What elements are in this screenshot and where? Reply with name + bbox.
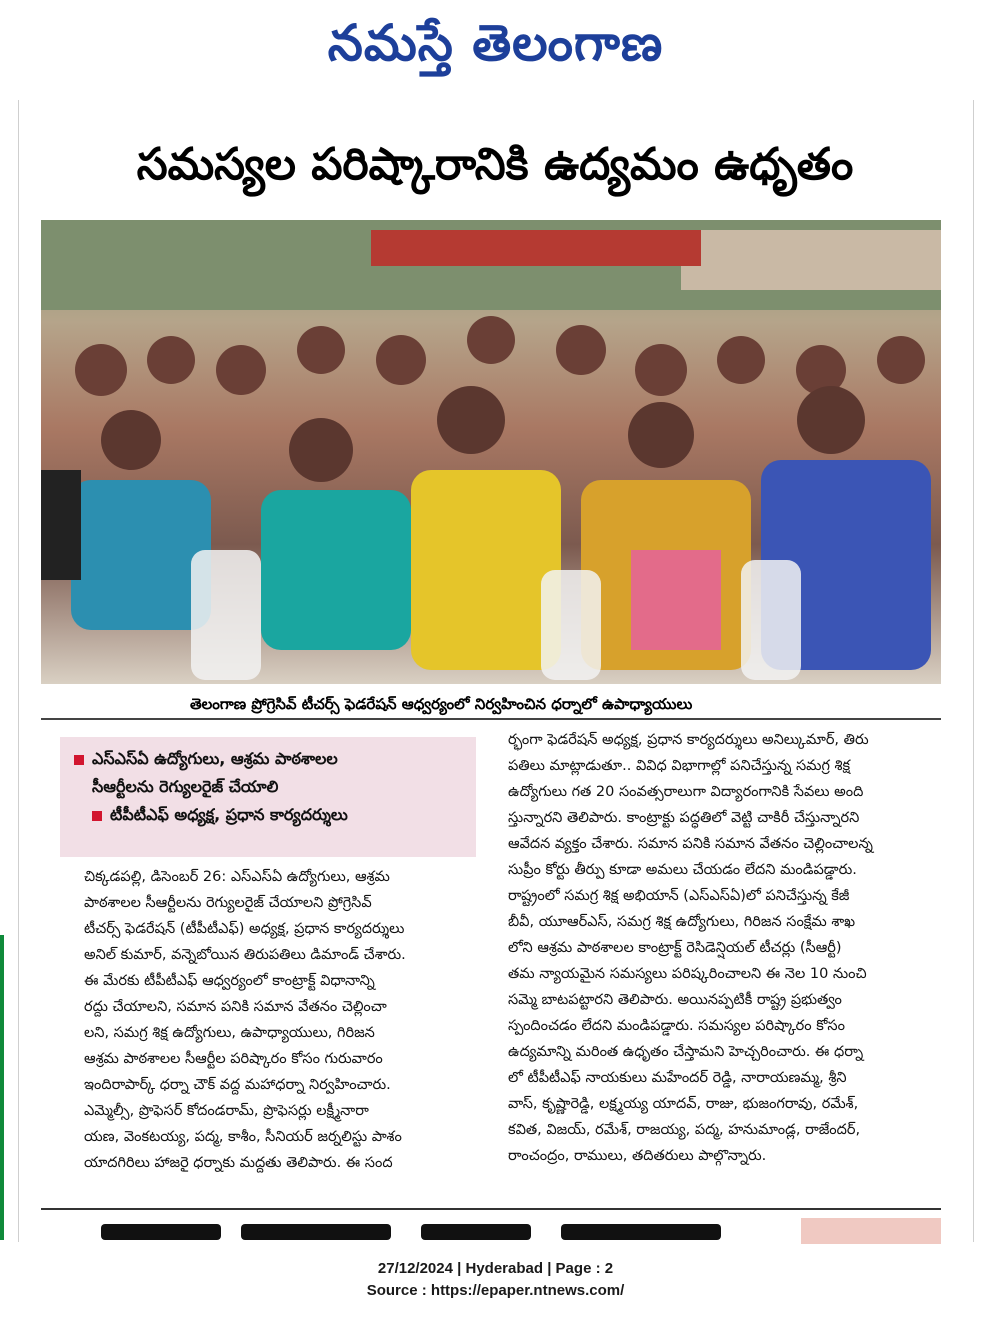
highlights-box (60, 737, 476, 857)
cropped-heading-fragment (101, 1224, 221, 1240)
body-line: రద్దు చేయాలని, సమాన పనికి సమాన వేతనం చెల్లించా (84, 999, 387, 1015)
edition-info: 27/12/2024 | Hyderabad | Page : 2 (377, 1260, 614, 1277)
article-column-left (84, 864, 476, 1176)
highlight-item-continuation (74, 773, 466, 801)
body-line: ఉద్యమాన్ని మరింత ఉధృతం చేస్తామని హెచ్చరించారు. ఈ ధర్నా (508, 1044, 864, 1060)
highlight-text: సీఆర్టీలను రెగ్యులరైజ్ చేయాలి (92, 777, 279, 796)
body-line: సమ్మె బాటపట్టారని తెలిపారు. అయినప్పటికీ రాష్ట్ర ప్రభుత్వం (508, 992, 842, 1008)
red-square-bullet-icon (92, 811, 102, 821)
body-line: లో టీపీటీఎఫ్ నాయకులు మహేందర్ రెడ్డి, నారాయణమ్మ, శ్రీని (508, 1070, 847, 1086)
body-line: చిక్కడపల్లి, డిసెంబర్ 26: ఎస్ఎస్ఏ ఉద్యోగులు, ఆశ్రమ (84, 869, 390, 885)
source-link[interactable]: Source : https://epaper.ntnews.com/ (366, 1282, 625, 1299)
body-line: ఇందిరాపార్క్ ధర్నా చౌక్ వద్ద మహాధర్నా నిర్వహించారు. (84, 1077, 391, 1093)
body-line: లని, సమగ్ర శిక్ష ఉద్యోగులు, ఉపాధ్యాయులు, గిరిజన (84, 1025, 375, 1041)
cropped-heading-fragment (561, 1224, 721, 1240)
body-line: తమ న్యాయమైన సమస్యలు పరిష్కరించాలని ఈ నెల 10 నుంచి (508, 966, 867, 982)
protest-crowd-illustration (41, 220, 941, 684)
body-line: ఎమ్మెల్సీ, ప్రొఫెసర్ కోదండరామ్, ప్రొఫెసర్లు లక్ష్మీనారా (84, 1103, 369, 1119)
caption-divider (41, 718, 941, 720)
next-article-strip (41, 1208, 941, 1242)
body-line: టీచర్స్ ఫెడరేషన్ (టీపీటీఎఫ్) అధ్యక్ష, ప్రధాన కార్యదర్శులు (84, 921, 405, 937)
photo-caption: తెలంగాణ ప్రోగ్రెసివ్ టీచర్స్ ఫెడరేషన్ ఆధ్వర్యంలో నిర్వహించిన ధర్నాలో ఉపాధ్యాయులు (190, 695, 693, 713)
highlight-item (74, 745, 466, 773)
body-line: కవిత, విజయ్, రమేశ్, రాజయ్య, పద్మ, హనుమాండ్ల, రాజేందర్, (508, 1122, 861, 1138)
body-line: వాస్, కృష్ణారెడ్డి, లక్ష్మయ్య యాదవ్, రాజు, భుజంగరావు, రమేశ్, (508, 1096, 859, 1112)
newspaper-logo: నమస్తే తెలంగాణ (327, 13, 664, 72)
body-line: ఆశ్రమ పాఠశాలల సీఆర్టీల పరిష్కారం కోసం గురువారం (84, 1051, 383, 1067)
body-line: ఈ మేరకు టీపీటీఎఫ్ ఆధ్వర్యంలో కాంట్రాక్ట్ విధానాన్ని (84, 973, 375, 989)
cropped-photo-fragment (801, 1218, 941, 1244)
body-line: రాంచంద్రం, రాములు, తదితరులు పాల్గొన్నారు. (508, 1148, 767, 1164)
body-line: రాష్ట్రంలో సమగ్ర శిక్ష అభియాన్ (ఎస్ఎస్ఏ)లో పనిచేస్తున్న కేజీ (508, 888, 850, 904)
article-headline: సమస్యల పరిష్కారానికి ఉద్యమం ఉధృతం (136, 139, 854, 190)
page-footer (0, 1258, 991, 1302)
body-line: ర్భంగా ఫెడరేషన్ అధ్యక్ష, ప్రధాన కార్యదర్శులు అనిల్కుమార్, తిరు (508, 732, 869, 748)
body-line: స్పందించడం లేదని మండిపడ్డారు. సమస్యల పరిష్కారం కోసం (508, 1018, 845, 1034)
cropped-heading-fragment (421, 1224, 531, 1240)
side-color-bar (0, 935, 4, 1240)
body-line: పాఠశాలల సీఆర్టీలను రెగ్యులరైజ్ చేయాలని ప్రోగ్రెసివ్ (84, 895, 372, 911)
body-line: బీవీ, యూఆర్ఎస్, సమగ్ర శిక్ష ఉద్యోగులు, గిరిజన సంక్షేమ శాఖ (508, 914, 856, 930)
body-line: అనిల్ కుమార్, వన్నెబోయిన తిరుపతిలు డిమాండ్ చేశారు. (84, 947, 406, 963)
body-line: ఉద్యోగులు గత 20 సంవత్సరాలుగా విద్యారంగానికి సేవలు అంది (508, 784, 864, 800)
cropped-heading-fragment (241, 1224, 391, 1240)
body-line: యాదగిరిలు హాజరై ధర్నాకు మద్దతు తెలిపారు. ఈ సంద (84, 1155, 393, 1171)
masthead (0, 8, 991, 78)
body-line: లోని ఆశ్రమ పాఠశాలల కాంట్రాక్ట్ రెసిడెన్షియల్ టీచర్లు (సీఆర్టీ) (508, 940, 842, 956)
body-line: యణ, వెంకటయ్య, పద్మ, కాశీం, సీనియర్ జర్నలిస్టు పాశం (84, 1129, 402, 1145)
body-line: స్తున్నారని తెలిపారు. కాంట్రాక్టు పద్ధతిలో వెట్టి చాకిరీ చేస్తున్నారని (508, 810, 860, 826)
highlight-item (74, 801, 466, 829)
red-square-bullet-icon (74, 755, 84, 765)
body-line: సుప్రీం కోర్టు తీర్పు కూడా అమలు చేయడం లేదని మండిపడ్డారు. (508, 862, 857, 878)
article-photo (41, 220, 941, 684)
highlight-text: టీపీటీఎఫ్ అధ్యక్ష, ప్రధాన కార్యదర్శులు (110, 805, 348, 824)
body-line: ఆవేదన వ్యక్తం చేశారు. సమాన పనికి సమాన వేతనం చెల్లించాలన్న (508, 836, 873, 852)
article-column-right (508, 727, 948, 1169)
body-line: పతిలు మాట్లాడుతూ.. వివిధ విభాగాల్లో పనిచేస్తున్న సమగ్ర శిక్ష (508, 758, 851, 774)
highlight-text: ఎస్ఎస్ఏ ఉద్యోగులు, ఆశ్రమ పాఠశాలల (92, 749, 338, 768)
